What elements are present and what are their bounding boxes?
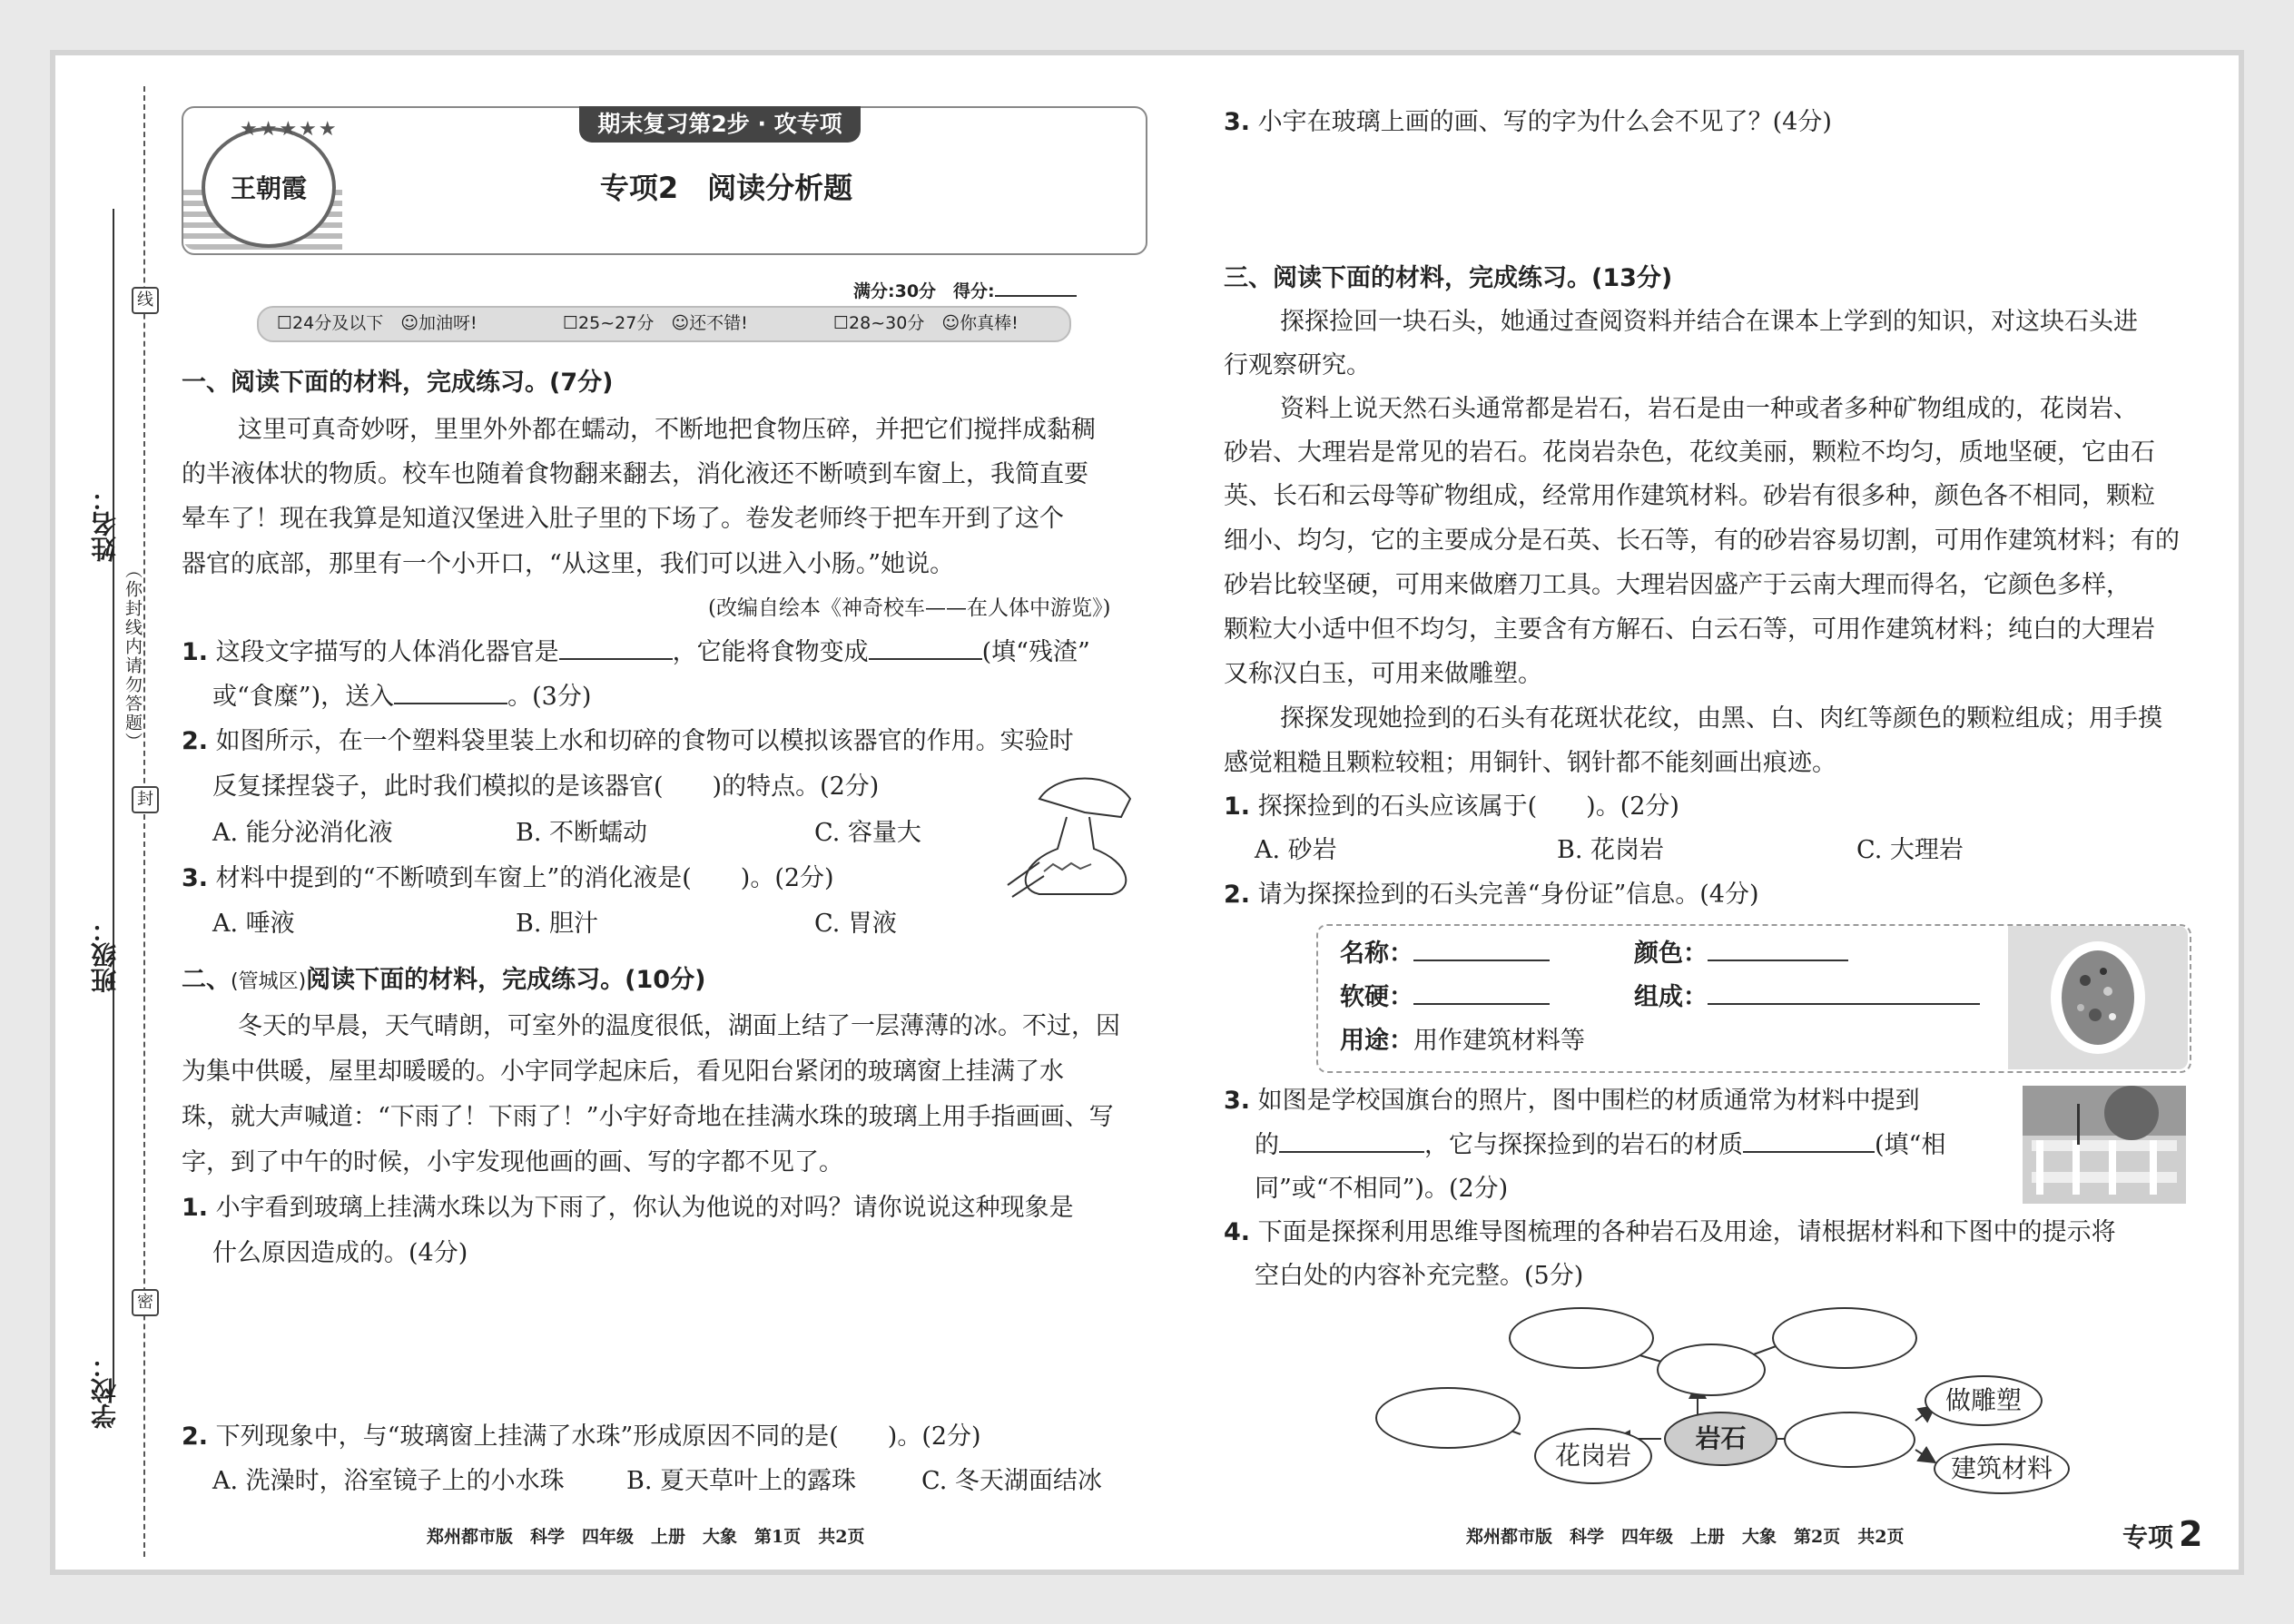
s2-para-line: 冬天的早晨，天气晴朗，可室外的温度很低，湖面上结了一层薄薄的冰。不过，因 <box>238 1012 1120 1040</box>
s1-q2-text: 如图所示，在一个塑料袋里装上水和切碎的食物可以模拟该器官的作用。实验时 <box>215 727 1074 755</box>
q-number: 2. <box>182 1422 209 1451</box>
mindmap-granite-node: 花岗岩 <box>1534 1428 1652 1484</box>
s1-para-line: 这里可真奇妙呀，里里外外都在蠕动，不断地把食物压碎，并把它们搅拌成黏稠 <box>238 416 1096 444</box>
rock-photo-frame <box>2008 926 2188 1069</box>
answer-blank[interactable] <box>1413 934 1550 961</box>
s1-q3 <box>182 856 834 901</box>
mindmap-blank-node[interactable] <box>1784 1412 1915 1468</box>
seal-feng: 封 <box>132 786 159 813</box>
answer-blank[interactable] <box>1708 934 1848 961</box>
s3-q3-cont: 同”或“不相同”)。(2分) <box>1255 1175 1509 1203</box>
s3-q3 <box>1224 1078 1920 1124</box>
logo-text: 王朝霞 <box>230 173 307 203</box>
s1-q3-text: 材料中提到的“不断喷到车窗上”的消化液是( )。(2分) <box>215 864 834 892</box>
s2-q3-answer-area[interactable] <box>1255 150 2181 250</box>
s2-heading-tag: (管城区) <box>231 970 307 993</box>
q-number: 3. <box>182 864 209 892</box>
s3-para-line: 细小、均匀，它的主要成分是石英、长石等，有的砂岩容易切割，可用作建筑材料；有的 <box>1224 527 2180 555</box>
card-hardness-field <box>1340 975 1550 1020</box>
q-number: 1. <box>182 638 209 666</box>
option-a[interactable]: A. 能分泌消化液 <box>212 819 393 847</box>
mindmap-blank-node[interactable] <box>1509 1307 1654 1369</box>
page-title: 专项2 阅读分析题 <box>599 171 853 205</box>
s3-para-line: 探探捡回一块石头，她通过查阅资料并结合在课本上学到的知识，对这块石头进 <box>1280 308 2138 336</box>
s1-q1 <box>182 630 1090 675</box>
s3-para-line: 又称汉白玉，可用来做雕塑。 <box>1224 660 1542 688</box>
s2-q2 <box>182 1414 981 1460</box>
step-banner: 期末复习第2步 · 攻专项 <box>579 106 861 143</box>
s1-q1-text: 这段文字描写的人体消化器官是 <box>215 638 559 666</box>
card-composition-label: 组成： <box>1634 983 1708 1011</box>
rating-1-range: 24分及以下 <box>292 313 384 333</box>
s3-q3-text: (填“相 <box>1875 1131 1946 1159</box>
mindmap-center-node: 岩石 <box>1664 1412 1777 1466</box>
s2-para-line: 为集中供暖，屋里却暖暖的。小宇同学起床后，看见阳台紧闭的玻璃窗上挂满了水 <box>182 1058 1064 1086</box>
answer-blank[interactable] <box>1279 1126 1424 1153</box>
name-label: 姓名： <box>90 486 120 562</box>
s1-q2 <box>182 719 1074 764</box>
s2-heading-num: 二、 <box>182 966 231 994</box>
s3-q2-text: 请为探探捡到的石头完善“身份证”信息。(4分) <box>1257 881 1759 909</box>
score-label: 满分:30分 得分: <box>853 281 995 301</box>
option-b[interactable]: B. 胆汁 <box>516 910 599 938</box>
rating-3-range: 28~30分 <box>849 313 925 333</box>
s1-q1-text: (填“残渣” <box>981 638 1090 666</box>
card-color-label: 颜色： <box>1634 940 1708 968</box>
mindmap-blank-node[interactable] <box>1772 1307 1917 1369</box>
s3-q1 <box>1224 784 1679 830</box>
bag-squeeze-illustration <box>1003 763 1139 899</box>
s1-q1-cont <box>212 674 591 720</box>
s1-para-line: 晕车了！现在我算是知道汉堡进入肚子里的下场了。卷发老师终于把车开到了这个 <box>182 505 1064 533</box>
q-number: 3. <box>1224 1087 1251 1115</box>
corner-label-text: 专项 <box>2122 1522 2174 1552</box>
section2-heading <box>182 958 705 1005</box>
q-number: 4. <box>1224 1218 1251 1246</box>
s3-q2 <box>1224 872 1759 918</box>
option-a[interactable]: A. 唾液 <box>212 910 295 938</box>
option-a[interactable]: A. 洗澡时，浴室镜子上的小水珠 <box>212 1467 565 1495</box>
no-answer-notice: （你封线内请勿答题） <box>123 561 143 752</box>
s3-para-line: 行观察研究。 <box>1224 351 1371 379</box>
s3-para-line: 颗粒大小适中但不均匀，主要含有方解石、白云石等，可用作建筑材料；纯白的大理岩 <box>1224 615 2155 644</box>
mindmap-sculpture-node: 做雕塑 <box>1925 1375 2043 1426</box>
answer-blank[interactable] <box>394 677 507 704</box>
rating-1-msg: 加油呀! <box>418 313 478 333</box>
s3-q3-text: 的 <box>1255 1131 1279 1159</box>
card-color-field <box>1634 931 1848 977</box>
q-number: 1. <box>1224 792 1251 821</box>
s1-q1-text: 。(3分) <box>507 683 592 711</box>
mindmap-blank-node[interactable] <box>1657 1343 1766 1396</box>
s1-q2-cont: 反复揉捏袋子，此时我们模拟的是该器官( )的特点。(2分) <box>212 773 880 801</box>
s1-para-line: 器官的底部，那里有一个小开口，“从这里，我们可以进入小肠。”她说。 <box>182 550 955 578</box>
card-composition-field <box>1634 975 1980 1020</box>
answer-blank[interactable] <box>869 633 982 660</box>
star-icons: ★★★★★ <box>240 118 339 141</box>
score-rating-bar <box>257 306 1071 342</box>
s3-q3-cont <box>1255 1123 1945 1168</box>
s2-q1 <box>182 1186 1074 1231</box>
option-c[interactable]: C. 容量大 <box>814 819 921 847</box>
rating-3-msg: 你真棒! <box>960 313 1019 333</box>
s2-heading-text: 阅读下面的材料，完成练习。(10分) <box>306 966 706 994</box>
s3-q4-text: 下面是探探利用思维导图梳理的各种岩石及用途，请根据材料和下图中的提示将 <box>1257 1218 2116 1246</box>
s1-source: (改编自绘本《神奇校车——在人体中游览》) <box>708 596 1111 620</box>
option-c[interactable]: C. 大理岩 <box>1856 836 1964 864</box>
logo-emblem <box>202 118 339 248</box>
s1-q1-text: ，它能将食物变成 <box>672 638 869 666</box>
card-use-label: 用途： <box>1340 1027 1413 1055</box>
s3-q3-text: ，它与探探捡到的岩石的材质 <box>1424 1131 1743 1159</box>
section3-heading: 三、阅读下面的材料，完成练习。(13分) <box>1224 264 1673 292</box>
section1-heading: 一、阅读下面的材料，完成练习。(7分) <box>182 369 614 397</box>
mindmap-blank-node[interactable] <box>1375 1387 1521 1449</box>
card-hardness-label: 软硬： <box>1340 983 1413 1011</box>
q-number: 3. <box>1224 108 1251 136</box>
q-number: 2. <box>182 727 209 755</box>
rating-2-msg: 还不错! <box>689 313 748 333</box>
s3-q4-cont: 空白处的内容补充完整。(5分) <box>1255 1262 1584 1290</box>
rock-id-card <box>1316 924 2191 1073</box>
s2-q3 <box>1224 100 1832 145</box>
s2-q1-cont: 什么原因造成的。(4分) <box>212 1239 468 1267</box>
s2-q3-text: 小宇在玻璃上画的画、写的字为什么会不见了？(4分) <box>1257 108 1832 136</box>
answer-blank[interactable] <box>1743 1126 1875 1153</box>
card-name-field <box>1340 931 1550 977</box>
school-label: 学校： <box>90 1353 120 1429</box>
s3-para-line: 英、长石和云母等矿物组成，经常用作建筑材料。砂岩有很多种，颜色各不相同，颗粒 <box>1224 482 2155 510</box>
corner-number: 2 <box>2179 1514 2203 1554</box>
s3-q1-text: 探探捡到的石头应该属于( )。(2分) <box>1257 792 1679 821</box>
answer-blank[interactable] <box>559 633 673 660</box>
score-line <box>853 278 1077 302</box>
card-use-field <box>1340 1019 1585 1064</box>
granite-rock-image <box>2008 926 2188 1069</box>
s1-para-line: 的半液体状的物质。校车也随着食物翻来翻去，消化液还不断喷到车窗上，我简直要 <box>182 460 1088 488</box>
option-b[interactable]: B. 花岗岩 <box>1557 836 1665 864</box>
footer-right: 郑州都市版 科学 四年级 上册 大象 第2页 共2页 <box>1466 1527 1905 1547</box>
footer-left: 郑州都市版 科学 四年级 上册 大象 第1页 共2页 <box>427 1527 865 1547</box>
option-c[interactable]: C. 冬天湖面结冰 <box>921 1467 1102 1495</box>
s3-para-line: 探探发现她捡到的石头有花斑状花纹，由黑、白、肉红等颜色的颗粒组成；用手摸 <box>1280 704 2162 733</box>
s3-q3-text: 如图是学校国旗台的照片，图中围栏的材质通常为材料中提到 <box>1257 1087 1920 1115</box>
corner-label <box>2122 1514 2202 1554</box>
seal-xian: 线 <box>132 287 159 314</box>
card-use-value: 用作建筑材料等 <box>1413 1027 1585 1055</box>
s2-q1-answer-area[interactable] <box>212 1280 1138 1416</box>
mindmap-building-node: 建筑材料 <box>1934 1443 2070 1494</box>
seal-mi: 密 <box>132 1289 159 1316</box>
s3-para-line: 砂岩、大理岩是常见的岩石。花岗岩杂色，花纹美丽，颗粒不均匀，质地坚硬，它由石 <box>1224 438 2155 467</box>
flag-platform-photo <box>2023 1086 2186 1204</box>
card-name-label: 名称： <box>1340 940 1413 968</box>
s2-q2-text: 下列现象中，与“玻璃窗上挂满了水珠”形成原因不同的是( )。(2分) <box>215 1422 981 1451</box>
option-a[interactable]: A. 砂岩 <box>1255 836 1337 864</box>
s2-para-line: 字，到了中午的时候，小宇发现他画的画、写的字都不见了。 <box>182 1148 843 1176</box>
class-label: 班级： <box>90 917 120 993</box>
rating-2-range: 25~27分 <box>578 313 655 333</box>
s3-q4 <box>1224 1210 2116 1255</box>
option-b[interactable]: B. 夏天草叶上的露珠 <box>626 1467 857 1495</box>
s1-q1-text: 或“食糜”)，送入 <box>212 683 395 711</box>
answer-blank[interactable] <box>1413 978 1550 1005</box>
rating-3: ☐28~30分 ☺你真棒! <box>833 313 1019 333</box>
rating-2: ☐25~27分 ☺还不错! <box>563 313 748 333</box>
s3-para-line: 砂岩比较坚硬，可用来做磨刀工具。大理岩因盛产于云南大理而得名，它颜色多样， <box>1224 571 2131 599</box>
name-underline <box>113 209 114 1389</box>
option-b[interactable]: B. 不断蠕动 <box>516 819 648 847</box>
score-blank <box>995 279 1077 297</box>
option-c[interactable]: C. 胃液 <box>814 910 897 938</box>
s3-para-line: 资料上说天然石头通常都是岩石，岩石是由一种或者多种矿物组成的，花岗岩、 <box>1280 395 2138 423</box>
q-number: 2. <box>1224 881 1251 909</box>
q-number: 1. <box>182 1194 209 1222</box>
answer-blank[interactable] <box>1708 978 1980 1005</box>
s2-q1-text: 小宇看到玻璃上挂满水珠以为下雨了，你认为他说的对吗？请你说说这种现象是 <box>215 1194 1074 1222</box>
s2-para-line: 珠，就大声喊道：“下雨了！下雨了！”小宇好奇地在挂满水珠的玻璃上用手指画画、写 <box>182 1103 1114 1131</box>
s3-para-line: 感觉粗糙且颗粒较粗；用铜针、钢针都不能刻画出痕迹。 <box>1224 749 1836 777</box>
rating-1: ☐24分及以下 ☺加油呀! <box>277 313 478 333</box>
